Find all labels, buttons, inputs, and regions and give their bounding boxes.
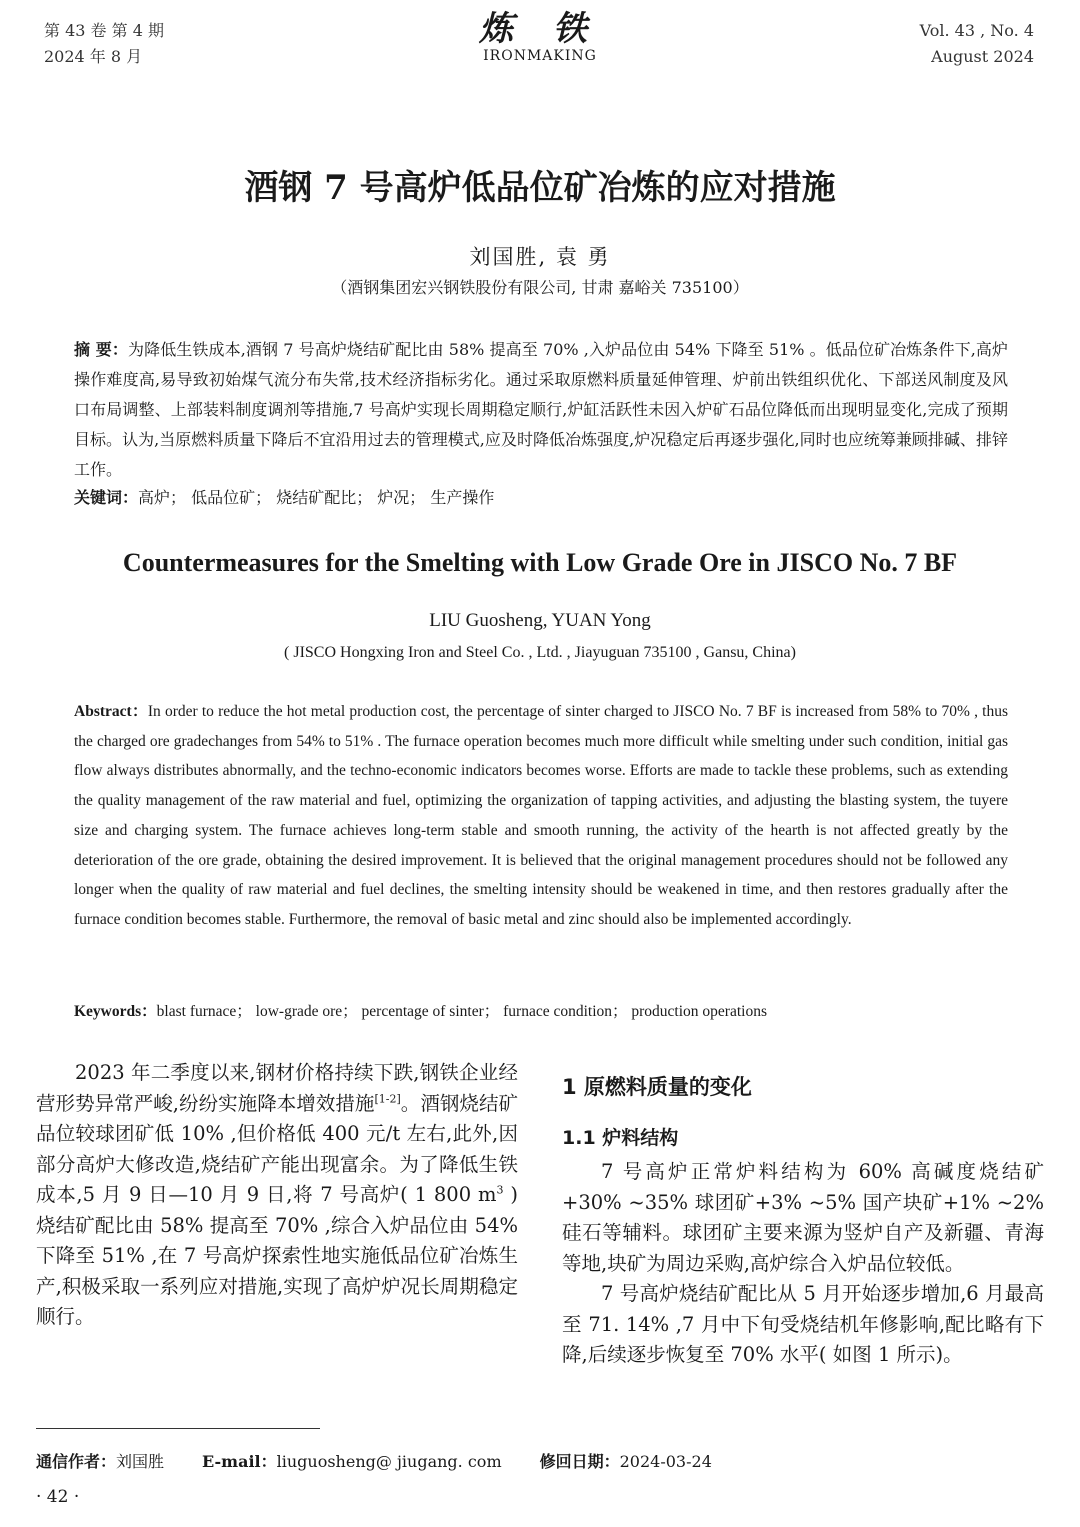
page-number: · 42 · [36,1487,80,1507]
section-1-1-body [562,1157,1044,1371]
affiliation-cn: （酒钢集团宏兴钢铁股份有限公司, 甘肃 嘉峪关 735100） [331,278,749,297]
revised-date-label: 修回日期： [539,1452,620,1471]
keywords-en [74,997,1008,1027]
footnote-divider [36,1428,320,1429]
section-1-heading: 1 原燃料质量的变化 [562,1075,752,1099]
volume-issue-cn: 第 43 卷 第 4 期 [44,21,164,40]
journal-masthead [0,10,1080,64]
authors-cn: 刘国胜, 袁 勇 [469,245,611,269]
abstract-en-label: Abstract： [74,703,148,720]
email-address: liuguosheng@ jiugang. com [276,1452,502,1471]
superscript-3: 3 [496,1183,504,1197]
keywords-cn [74,483,1008,513]
section-1-1-paragraph-2: 7 号高炉烧结矿配比从 5 月开始逐步增加,6 月最高至 71. 14% ,7 月中下旬受烧结机年修影响,配比略有下降,后续逐步恢复至 70% 水平( 如图 1 所示)。 [562,1282,1044,1366]
keywords-cn-text: 高炉； 低品位矿； 烧结矿配比； 炉况； 生产操作 [138,488,495,507]
article-title-cn: 酒钢 7 号高炉低品位矿冶炼的应对措施 [244,168,836,208]
corresponding-author-label: 通信作者： [36,1452,117,1471]
date-en: August 2024 [931,47,1034,66]
abstract-cn [74,335,1008,485]
keywords-cn-label: 关键词： [74,488,139,507]
intro-paragraph [36,1058,518,1333]
journal-name-en: IRONMAKING [483,48,597,64]
section-1-1-paragraph-1: 7 号高炉正常炉料结构为 60% 高碱度烧结矿+30% ~35% 球团矿+3% ~5% 国产块矿+1% ~2% 硅石等辅料。球团矿主要来源为竖炉自产及新疆、青海等地,块矿为周边采购,高炉综合入炉品位较低。 [562,1160,1044,1275]
intro-text-2: 。酒钢烧结矿品位较球团矿低 10% ,但价格低 400 元/t 左右,此外,因部分高炉大修改造,烧结矿产能出现富余。为了降低生铁成本,5 月 9 日—10 月 9 日,将 7 号高炉( 1 800 m [36,1091,518,1206]
affiliation-en: ( JISCO Hongxing Iron and Steel Co. , Ltd. , Jiayuguan 735100 , Gansu, China) [284,644,796,661]
date-cn: 2024 年 8 月 [44,47,143,66]
issue-info-en [920,18,1034,70]
volume-issue-en: Vol. 43 , No. 4 [919,21,1034,40]
intro-text-1: 2023 年二季度以来,钢材价格持续下跌,钢铁企业经营形势异常严峻,纷纷实施降本增效措施 [36,1061,518,1115]
article-title-en: Countermeasures for the Smelting with Low Grade Ore in JISCO No. 7 BF [122,548,958,577]
footnote [36,1449,712,1475]
journal-name-cn: 炼 铁 [479,9,601,49]
section-1-1-heading: 1.1 炉料结构 [562,1127,679,1149]
abstract-cn-label: 摘 要： [74,340,128,359]
keywords-en-text: blast furnace； low-grade ore； percentage of sinter； furnace condition； production operations [156,1003,767,1020]
keywords-en-label: Keywords： [74,1003,157,1020]
abstract-en [74,697,1008,935]
corresponding-author: 刘国胜 [116,1452,165,1471]
revised-date: 2024-03-24 [619,1452,712,1471]
abstract-cn-text: 为降低生铁成本,酒钢 7 号高炉烧结矿配比由 58% 提高至 70% ,入炉品位由 54% 下降至 51% 。低品位矿冶炼条件下,高炉操作难度高,易导致初始煤气流分布失常,技术经济指标劣化。通过采取原燃料质量延伸管理、炉前出铁组织优化、下部送风制度及风口布局调整、上部装料制度调剂等措施,7 号高炉实现长周期稳定顺行,炉缸活跃性未因入炉矿石品位降低而出现明显变化,完成了预期目标。认为,当原燃料质量下降后不宜沿用过去的管理模式,应及时降低冶炼强度,炉况稳定后再逐步强化,同时也应统筹兼顾排碱、排锌工作。 [74,340,1008,479]
abstract-en-text: In order to reduce the hot metal production cost, the percentage of sinter charged to JISCO No. 7 BF is increased from 58% to 70% , thus the charged ore gradechanges from 54% to 51% . The furnace operation becomes much more difficult while smelting under such condition, initial gas flow always distributes abnormally, and the techno-economic indicators becomes worse. Efforts are made to tackle these problems, such as extending the quality management of the raw material and fuel, optimizing the organization of tapping activities, and adjusting the blasting system, the tuyere size and charging system. The furnace achieves long-term stable and smooth running, the activity of the hearth is not affected greatly by the deterioration of the ore grade, obtaining the desired improvement. It is believed that the original management procedures should not be followed any longer when the quality of raw material and fuel declines, the smelting intensity should be weakened in time, and then restores gradually after the furnace condition becomes stable. Furthermore, the removal of basic metal and zinc should also be implemented accordingly. [74,703,1008,928]
intro-text-3: ) 烧结矿配比由 58% 提高至 70% ,综合入炉品位由 54% 下降至 51% ,在 7 号高炉探索性地实施低品位矿冶炼生产,积极采取一系列应对措施,实现了高炉炉况长周期稳定顺行。 [36,1183,518,1328]
authors-en: LIU Guosheng, YUAN Yong [429,610,651,631]
email-label: E-mail： [202,1452,277,1471]
citation-ref: [1-2] [374,1092,401,1105]
